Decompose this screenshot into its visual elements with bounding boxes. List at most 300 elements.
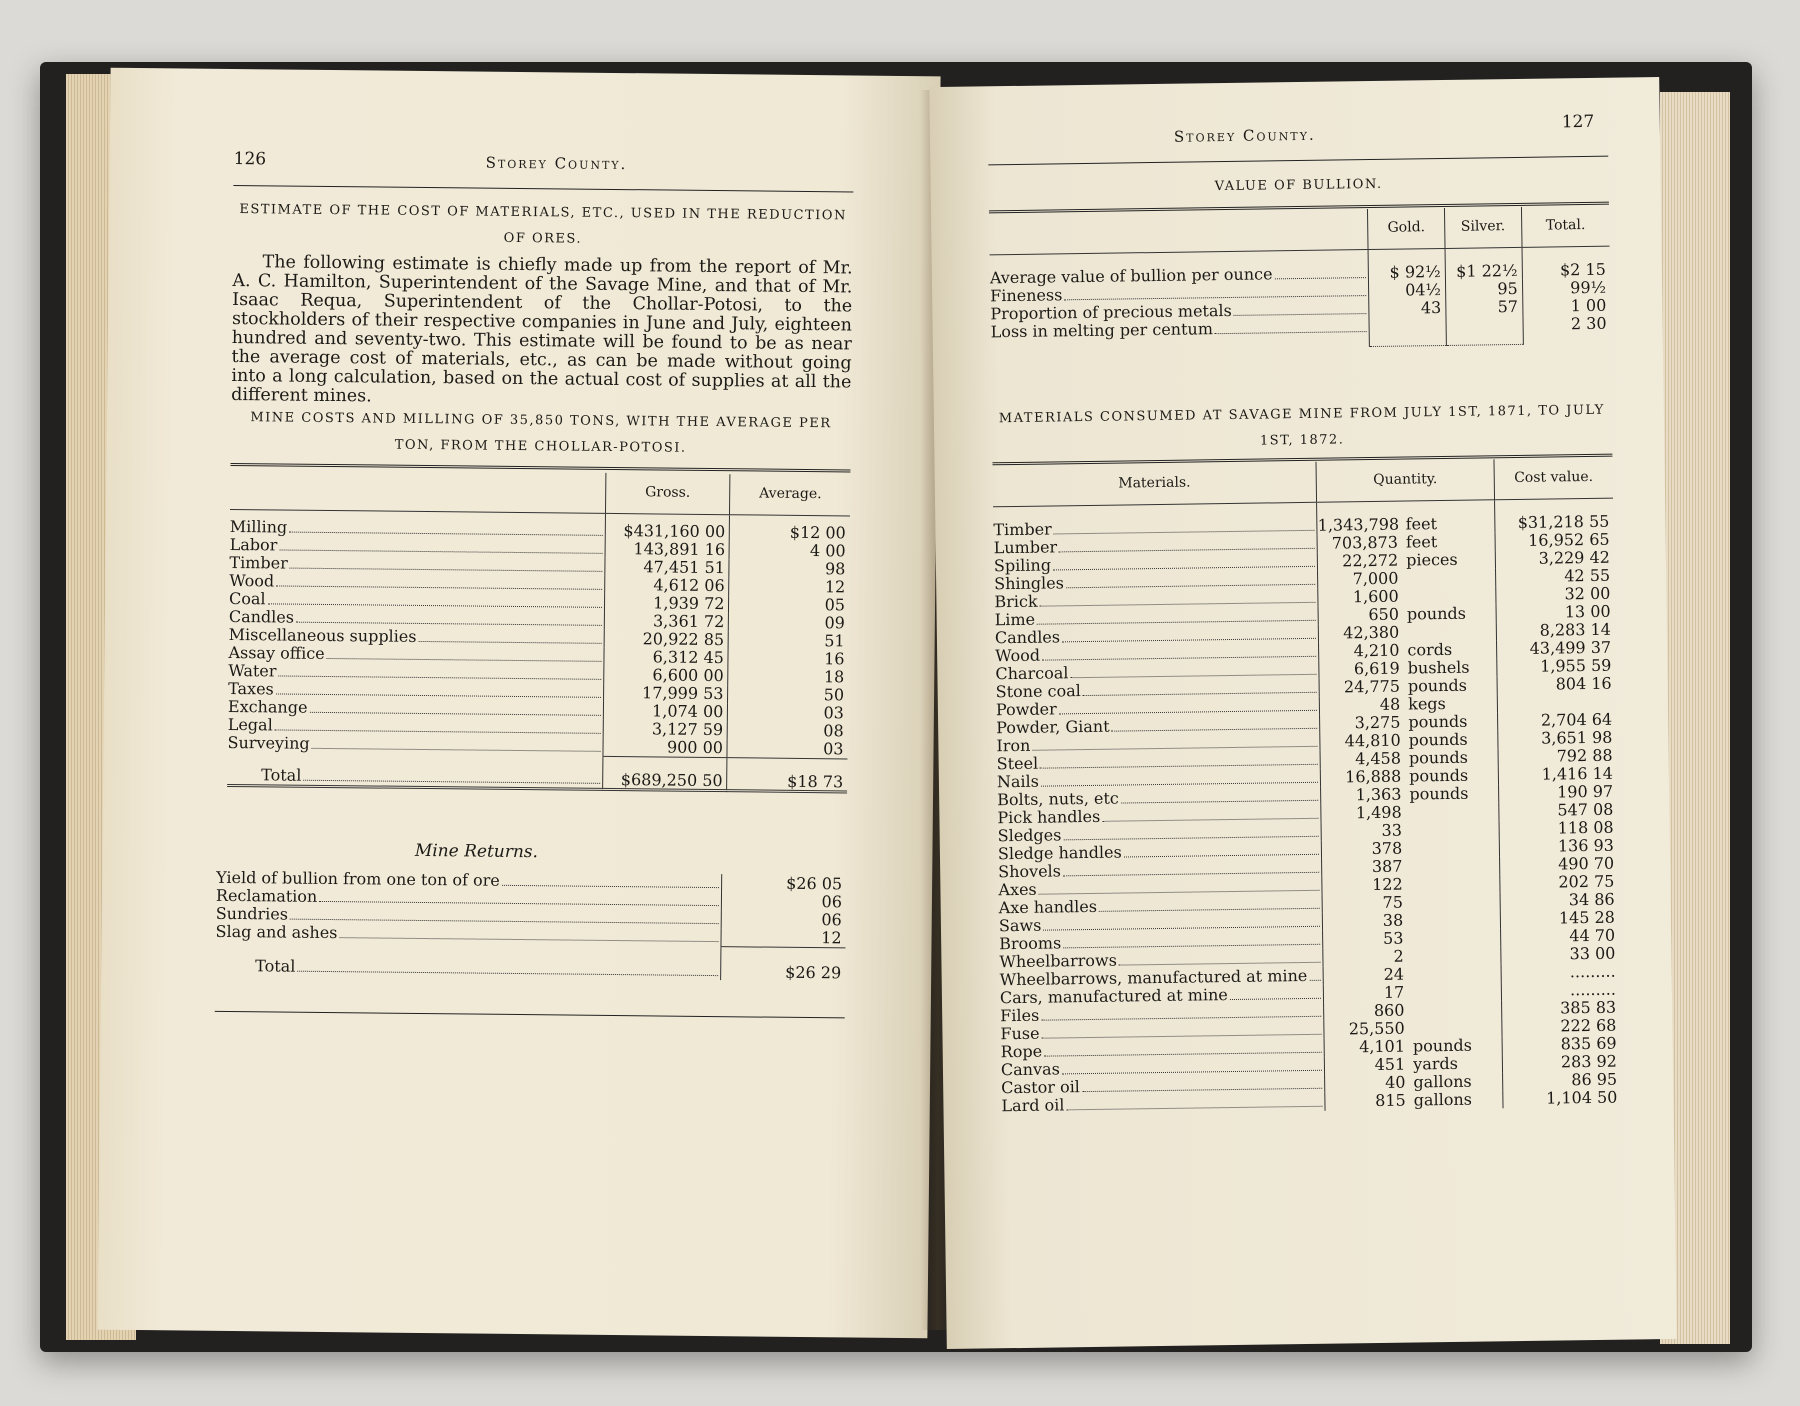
material-unit: [1404, 965, 1412, 984]
dot-leader: [1066, 584, 1316, 588]
cost-average: 12: [729, 577, 849, 596]
dot-leader: [275, 729, 601, 733]
material-unit: [1399, 623, 1407, 642]
material-unit: pounds: [1408, 711, 1468, 732]
dot-leader: [1083, 692, 1317, 696]
material-item: Iron: [996, 735, 1031, 756]
material-item: Canvas: [1000, 1059, 1060, 1080]
material-item: Pick handles: [997, 806, 1101, 828]
bullion-total: $2 15: [1522, 246, 1610, 280]
material-quantity: 25,550: [1348, 1018, 1405, 1039]
material-quantity: 4,101: [1359, 1036, 1406, 1057]
material-quantity: 703,873: [1331, 532, 1399, 553]
cost-gross: $431,160 00: [605, 513, 730, 541]
dot-leader: [1067, 1106, 1323, 1111]
material-unit: kegs: [1408, 694, 1446, 714]
material-unit: pounds: [1412, 1035, 1473, 1056]
cost-average: 4 00: [729, 541, 849, 560]
bullion-item-cell: [991, 318, 1370, 351]
cost-gross: 47,451 51: [604, 558, 729, 577]
material-quantity: 4,458: [1355, 748, 1402, 769]
material-quantity: 451: [1374, 1054, 1406, 1075]
cost-gross: 6,600 00: [603, 666, 728, 685]
material-cost: 43,499 37: [1496, 639, 1615, 659]
material-quantity-cell: [1317, 500, 1495, 535]
material-item: Bolts, nuts, etc: [997, 788, 1119, 810]
cost-gross: 3,361 72: [604, 612, 729, 631]
intro-paragraph: [231, 253, 853, 411]
materials-table: [993, 458, 1622, 1116]
cost-item: Legal: [227, 714, 273, 735]
cost-gross: 6,312 45: [603, 648, 728, 667]
material-item-cell: [1001, 1093, 1325, 1116]
material-unit: [1405, 1019, 1413, 1038]
material-cost: 33 00: [1500, 945, 1619, 965]
mine-returns-table: [215, 869, 846, 982]
material-quantity: 42,380: [1343, 622, 1400, 643]
cost-gross: 1,074 00: [603, 702, 728, 721]
dot-leader: [1041, 782, 1318, 787]
cost-gross: 17,999 53: [603, 684, 728, 703]
cost-average: 03: [727, 739, 847, 758]
material-unit: [1404, 1001, 1412, 1020]
material-unit: [1399, 587, 1407, 606]
material-cost: 136 93: [1499, 837, 1618, 857]
cost-total-label-leader: [261, 766, 602, 788]
material-cost: 3,651 98: [1497, 729, 1616, 749]
dot-leader: [278, 675, 600, 679]
material-quantity: 38: [1382, 910, 1404, 931]
material-quantity: 2: [1393, 946, 1404, 967]
cost-average: 50: [728, 685, 848, 704]
cost-item: Surveying: [227, 732, 310, 753]
left-page-number: 126: [233, 148, 267, 170]
material-quantity: 1,343,798: [1317, 514, 1400, 536]
cost-total-gross: $689,250 50: [602, 756, 727, 791]
bullion-table: [989, 206, 1611, 352]
bullion-item: Fineness: [990, 285, 1063, 306]
material-unit: bushels: [1407, 657, 1470, 678]
material-quantity: 24,775: [1343, 676, 1401, 697]
dot-leader: [339, 937, 718, 942]
cost-item: Miscellaneous supplies: [228, 624, 417, 646]
material-unit: [1402, 821, 1410, 840]
bullion-row: [991, 315, 1611, 352]
left-running-head: Storey County.: [485, 153, 628, 174]
material-unit: yards: [1413, 1054, 1459, 1074]
material-quantity-cell: [1325, 1090, 1503, 1110]
material-unit: feet: [1405, 532, 1438, 552]
material-item: Timber: [993, 519, 1052, 540]
material-quantity: 48: [1379, 694, 1401, 715]
material-quantity: 33: [1381, 820, 1403, 841]
right-page: [929, 77, 1677, 1349]
right-header-rule: [988, 156, 1608, 166]
material-item: Lard oil: [1001, 1095, 1065, 1116]
bullion-item: Proportion of precious metals: [990, 300, 1232, 324]
material-cost: 32 00: [1495, 585, 1614, 605]
bullion-total: 1 00: [1522, 297, 1610, 316]
return-value: 12: [721, 928, 845, 947]
material-item: Sledge handles: [997, 842, 1122, 864]
bullion-total: 99½: [1522, 279, 1610, 298]
material-item: Lime: [994, 609, 1036, 630]
cost-average: $12 00: [730, 515, 850, 543]
material-item: Castor oil: [1001, 1077, 1080, 1098]
cost-average: 05: [729, 595, 849, 614]
material-item: Cars, manufactured at mine: [999, 985, 1228, 1008]
return-total-label-cell: [215, 941, 721, 980]
material-cost: 145 28: [1500, 909, 1619, 929]
dot-leader: [1102, 818, 1318, 822]
bullion-silver: 57: [1446, 298, 1523, 317]
dot-leader: [1099, 908, 1320, 912]
material-item: Brooms: [999, 933, 1062, 954]
material-item: Sledges: [997, 825, 1062, 846]
total-header: Total.: [1521, 206, 1609, 248]
cost-item: Candles: [228, 606, 295, 627]
cost-item: Taxes: [228, 678, 274, 699]
material-unit: [1403, 911, 1411, 930]
return-value: 06: [722, 892, 846, 911]
material-cost: 792 88: [1498, 747, 1617, 767]
material-quantity: 24: [1383, 964, 1405, 985]
material-cost: $31,218 55: [1494, 498, 1613, 532]
return-total-label: Total: [255, 956, 296, 976]
material-item: Rope: [1000, 1041, 1043, 1062]
right-page-number: 127: [1561, 111, 1595, 133]
return-item: Yield of bullion from one ton of ore: [216, 867, 500, 890]
dot-leader: [1044, 1052, 1322, 1057]
bullion-item: Average value of bullion per ounce: [989, 264, 1273, 288]
material-item: Charcoal: [995, 663, 1069, 684]
bullion-silver: [1446, 316, 1523, 345]
material-item: Steel: [996, 753, 1039, 774]
dot-leader: [1064, 295, 1366, 300]
bullion-heading: VALUE OF BULLION.: [1214, 176, 1383, 195]
material-item-cell: [993, 502, 1317, 539]
cost-gross: 900 00: [603, 738, 728, 757]
material-quantity: 6,619: [1353, 658, 1400, 679]
material-unit: pounds: [1409, 765, 1469, 786]
cost-item: Assay office: [228, 642, 325, 663]
cost-gross: 20,922 85: [604, 630, 729, 649]
dot-leader: [276, 585, 602, 589]
dot-leader: [1042, 656, 1316, 661]
dot-leader: [297, 971, 718, 976]
material-unit: pounds: [1407, 675, 1468, 696]
material-unit: [1402, 857, 1410, 876]
dot-leader: [1037, 620, 1316, 625]
cost-item: Milling: [229, 516, 288, 537]
material-quantity: 44,810: [1344, 730, 1401, 751]
return-total-value: $26 29: [721, 946, 846, 981]
dot-leader: [1063, 944, 1320, 949]
dot-leader: [1119, 962, 1321, 966]
cost-gross: 143,891 16: [605, 540, 730, 559]
material-quantity: 17: [1383, 982, 1405, 1003]
material-item: Axe handles: [998, 896, 1098, 918]
bullion-item-cell: [990, 250, 1369, 288]
table-heading: MINE COSTS AND MILLING OF 35,850 TONS, WITH THE AVERAGE PER TON, FROM THE CHOLLAR-POTOSI.: [250, 410, 832, 456]
material-item: Shovels: [998, 861, 1062, 882]
material-cost: 1,955 59: [1496, 657, 1615, 677]
blank-header: [230, 469, 605, 513]
dot-leader: [1062, 638, 1316, 643]
material-unit: [1402, 803, 1410, 822]
material-item: Shingles: [994, 573, 1065, 594]
dot-leader: [303, 780, 599, 784]
cost-gross: 3,127 59: [603, 720, 728, 739]
material-quantity: 22,272: [1342, 550, 1399, 571]
material-cost: 804 16: [1497, 675, 1616, 695]
quantity-header: Quantity.: [1316, 459, 1494, 502]
dot-leader: [1082, 1088, 1323, 1092]
bullion-silver: 95: [1445, 280, 1522, 299]
material-quantity: 815: [1375, 1090, 1406, 1111]
material-cost: 3,229 42: [1495, 549, 1614, 569]
cost-gross: 4,612 06: [604, 576, 729, 595]
material-quantity: 16,888: [1345, 766, 1402, 787]
cost-average: 18: [728, 667, 848, 686]
cost-total-label-cell: [227, 752, 602, 789]
dot-leader: [1121, 800, 1319, 804]
dot-leader: [418, 641, 601, 644]
material-quantity: 3,275: [1354, 712, 1401, 733]
dot-leader: [1070, 674, 1316, 678]
dot-leader: [1059, 710, 1317, 715]
silver-header: Silver.: [1444, 207, 1521, 249]
material-item: Brick: [994, 591, 1038, 612]
dot-leader: [1053, 566, 1315, 571]
material-unit: [1398, 569, 1406, 588]
material-cost: 835 69: [1502, 1035, 1621, 1055]
gross-header: Gross.: [605, 473, 730, 515]
gold-header: Gold.: [1368, 208, 1445, 250]
average-header: Average.: [730, 474, 850, 516]
return-item: Reclamation: [215, 885, 318, 906]
material-unit: [1404, 983, 1412, 1002]
material-quantity: 75: [1382, 892, 1404, 913]
material-cost: 385 83: [1501, 999, 1620, 1019]
material-cost: 16,952 65: [1495, 531, 1614, 551]
material-quantity: 1,363: [1355, 784, 1402, 805]
material-quantity: 1,600: [1352, 586, 1399, 607]
dot-leader: [319, 901, 719, 906]
bullion-gold: $ 92½: [1368, 248, 1445, 282]
cost-gross: 1,939 72: [604, 594, 729, 613]
material-unit: [1403, 893, 1411, 912]
material-item: Nails: [996, 771, 1040, 792]
dot-leader: [1054, 530, 1315, 535]
cost-average: 16: [728, 649, 848, 668]
bullion-silver: $1 22½: [1445, 247, 1522, 281]
material-quantity: 387: [1371, 856, 1403, 877]
material-unit: pounds: [1406, 603, 1467, 624]
material-cost: .........: [1501, 981, 1620, 1001]
cost-value-header: Cost value.: [1494, 458, 1613, 500]
bullion-gold: 04½: [1369, 281, 1446, 300]
material-quantity: 1,498: [1355, 802, 1402, 823]
dot-leader: [1063, 836, 1319, 841]
material-quantity: 40: [1384, 1072, 1406, 1093]
material-item: Fuse: [1000, 1023, 1040, 1044]
cost-average: 09: [729, 613, 849, 632]
material-cost: .........: [1501, 963, 1620, 983]
table-bottom-rule: [215, 1011, 845, 1019]
cost-item: Coal: [228, 588, 266, 609]
material-item: Lumber: [993, 537, 1058, 558]
material-item: Powder: [995, 699, 1057, 720]
material-item: Stone coal: [995, 681, 1081, 702]
dot-leader: [1124, 854, 1320, 858]
material-quantity: 53: [1382, 928, 1404, 949]
cost-item: Wood: [229, 570, 275, 591]
material-cost: 547 08: [1498, 801, 1617, 821]
material-quantity: 378: [1371, 838, 1403, 859]
dot-leader: [1062, 1070, 1322, 1075]
cost-total-average: $18 73: [727, 757, 847, 792]
material-quantity: 122: [1372, 874, 1403, 895]
dot-leader: [1063, 872, 1320, 877]
material-cost: 202 75: [1499, 873, 1618, 893]
material-cost: 1,104 50: [1502, 1089, 1621, 1109]
dot-leader: [290, 568, 602, 572]
dot-leader: [309, 712, 600, 716]
bullion-total: 2 30: [1523, 315, 1611, 344]
dot-leader: [1059, 548, 1315, 553]
dot-leader: [268, 603, 602, 607]
material-item: Wheelbarrows: [999, 950, 1117, 972]
return-item: Slag and ashes: [215, 921, 338, 943]
return-value: 06: [721, 910, 845, 929]
dot-leader: [502, 885, 720, 888]
dot-leader: [312, 748, 600, 752]
return-value: $26 05: [722, 874, 846, 893]
dot-leader: [279, 549, 602, 553]
material-item: Candles: [994, 627, 1061, 648]
material-item: Saws: [998, 915, 1042, 936]
cost-item: Timber: [229, 552, 288, 573]
material-unit: [1403, 929, 1411, 948]
dot-leader: [1042, 1034, 1322, 1039]
dot-leader: [276, 693, 601, 697]
dot-leader: [1234, 313, 1367, 316]
material-unit: [1402, 839, 1410, 858]
material-unit: pounds: [1408, 729, 1468, 750]
cost-average: 98: [729, 559, 849, 578]
material-quantity: 7,000: [1352, 568, 1399, 589]
material-item: Wheelbarrows, manufactured at mine: [999, 965, 1308, 990]
dot-leader: [1043, 926, 1320, 931]
material-cost: 1,416 14: [1498, 765, 1617, 785]
cost-item: Labor: [229, 534, 278, 555]
dot-leader: [1039, 890, 1320, 895]
return-total-label-leader: [255, 957, 720, 980]
material-cost: 118 08: [1499, 819, 1618, 839]
section-heading: ESTIMATE OF THE COST OF MATERIALS, ETC., USED IN THE REDUCTION OF ORES.: [239, 202, 847, 247]
dot-leader: [1309, 980, 1321, 981]
material-item: Files: [1000, 1005, 1040, 1026]
material-cost: 490 70: [1499, 855, 1618, 875]
material-unit: pieces: [1406, 550, 1458, 570]
dot-leader: [1112, 728, 1318, 732]
material-item-leader: [1001, 1093, 1325, 1116]
cost-item: Exchange: [227, 696, 308, 717]
bullion-item-leader: [991, 318, 1369, 341]
material-cost: 13 00: [1496, 603, 1615, 623]
dot-leader: [1041, 1016, 1321, 1021]
material-cost: 44 70: [1500, 927, 1619, 947]
returns-heading: Mine Returns.: [414, 840, 539, 863]
bullion-gold: 43: [1369, 299, 1446, 318]
material-quantity: 860: [1373, 1000, 1405, 1021]
material-unit: [1404, 947, 1412, 966]
mine-costs-table: [227, 469, 850, 793]
cost-average: 51: [729, 631, 849, 650]
material-unit: gallons: [1413, 1089, 1473, 1110]
cost-item: Water: [228, 660, 277, 681]
right-running-head: Storey County.: [1173, 125, 1316, 146]
material-unit: [1403, 875, 1411, 894]
material-unit: cords: [1407, 640, 1453, 660]
return-total-row: [215, 941, 845, 982]
material-cost: 42 55: [1495, 567, 1614, 587]
dot-leader: [1230, 998, 1321, 1000]
material-cost: 2,704 64: [1497, 711, 1616, 731]
material-cost: 34 86: [1500, 891, 1619, 911]
material-cost: 190 97: [1498, 783, 1617, 803]
bullion-item: Loss in melting per centum: [990, 319, 1214, 342]
intro-paragraph-text: The following estimate is chiefly made up from the report of Mr. A. C. Hamilton, Superintendent of the Savage Mine, and that of Mr. Isaac Requa, Superintendent of the Chollar-Potosi, to the stockholders of their respective companies in June and July, eighteen hundred and seventy-two. This estimate will be found to be as near the average cost of materials, etc., as can be made without going into a long calculation, based on the actual cost of supplies at all the different mines.: [231, 252, 853, 407]
cost-item-cell: [230, 509, 605, 539]
dot-leader: [1215, 331, 1367, 334]
materials-header: Materials.: [1118, 474, 1191, 492]
material-item: Spiling: [993, 555, 1052, 576]
bullion-gold: [1369, 317, 1446, 346]
dot-leader: [1032, 746, 1317, 751]
materials-heading: MATERIALS CONSUMED AT SAVAGE MINE FROM JULY 1ST, 1871, TO JULY 1ST, 1872.: [998, 402, 1605, 449]
material-quantity: 4,210: [1353, 640, 1400, 661]
cost-average: 08: [728, 721, 848, 740]
material-item: Axes: [998, 879, 1037, 900]
cost-total-row: [227, 752, 847, 792]
material-unit: pounds: [1408, 747, 1469, 768]
material-cost: 283 92: [1502, 1053, 1621, 1073]
material-unit: gallons: [1413, 1071, 1472, 1092]
dot-leader: [289, 532, 602, 536]
header-rule: [233, 185, 853, 192]
return-item: Sundries: [215, 903, 289, 924]
dot-leader: [290, 919, 719, 924]
dot-leader: [327, 658, 601, 662]
material-cost: 8,283 14: [1496, 621, 1615, 641]
cost-average: 03: [728, 703, 848, 722]
left-page: [97, 68, 940, 1339]
material-unit: feet: [1405, 514, 1438, 534]
material-cost: 222 68: [1501, 1017, 1620, 1037]
material-cost: 86 95: [1502, 1071, 1621, 1091]
material-unit: pounds: [1409, 783, 1469, 804]
dot-leader: [1040, 764, 1318, 769]
material-item: Wood: [995, 645, 1041, 666]
bullion-blank-header: [989, 209, 1368, 255]
material-item: Powder, Giant: [996, 716, 1110, 738]
material-quantity: 650: [1368, 604, 1400, 625]
dot-leader: [1040, 602, 1316, 607]
dot-leader: [1275, 277, 1367, 279]
cost-total-label: Total: [261, 765, 302, 785]
